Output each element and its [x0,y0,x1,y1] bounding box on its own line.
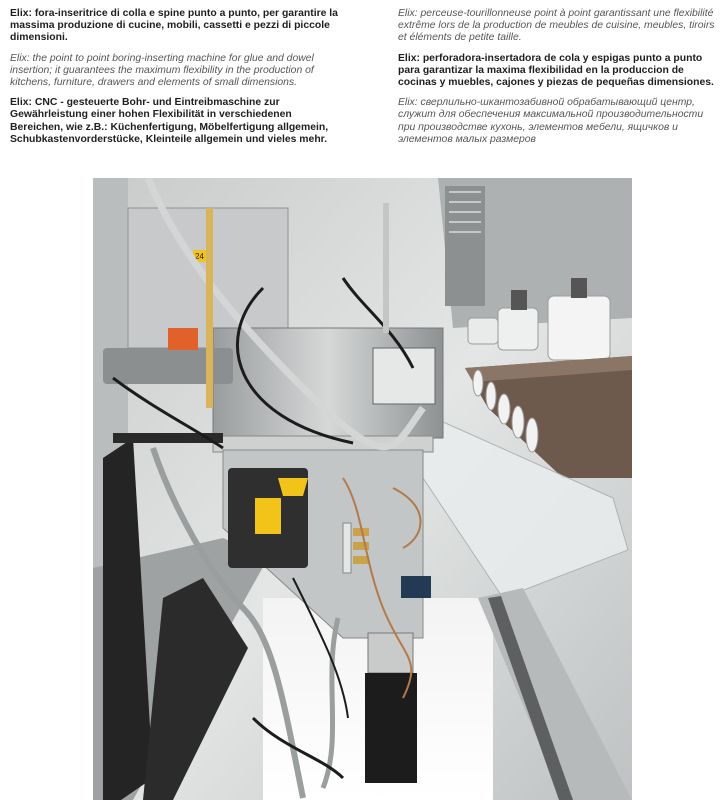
paragraph-french [398,8,716,45]
product-label: Elix: [398,97,418,109]
paragraph-spanish [398,53,716,90]
right-text-column [398,8,716,154]
description-text: сверлильно-шкантозабивной обрабатывающий центр, служит для обеспечения максимальной производительности при производстве кухонь, элементов мебели, ящичков и элементов малых размеров [398,97,704,145]
paragraph-german [10,97,340,146]
clamp-block [373,348,435,404]
product-label: Elix: [398,8,418,19]
warning-label [255,498,281,534]
blue-valve [401,576,431,598]
orange-valve [168,328,198,350]
steel-rod [383,203,389,333]
machine-illustration [93,178,632,800]
paragraph-english [10,53,340,90]
description-text: the point to point boring-inserting machine for glue and dowel insertion; it guarantees the maximum flexibility in the production of kitchens, furniture, drawers and elements of small dimensions. [10,52,314,89]
description-text: perforadora-insertadora de cola y espigas punto a punto para garantizar la maxima flexibilidad en la produccion de cocinas y muebles, cajones y piezas de pequeñas dimensiones. [398,52,714,89]
label-tag-text: 24 [195,252,204,261]
left-text-column [10,8,340,154]
product-label: Elix: [398,52,420,64]
product-label: Elix: [10,97,32,109]
reservoir-cap [278,478,308,496]
paragraph-italian [10,8,340,45]
description-text: CNC - gesteuerte Bohr- und Eintreibmaschine zur Gewährleistung einer hohen Flexibilität in verschiedenen Bereichen, wie z.B.: Küchenfertigung, Möbelfertigung allgemein, Schubkastenvorderstücke, Kleinteile allgemein und vieles mehr. [10,97,329,145]
description-text: perceuse-tourillonneuse point à point garantissant une flexibilité extrême lors de la production de meubles de cuisine, meubles, tiroirs et éléments de petite taille. [398,8,715,44]
description-text: fora-inseritrice di colla e spine punto a punto, per garantire la massima produzione di cucine, mobili, cassetti e pezzi di piccole dimensioni. [10,8,338,44]
paragraph-russian [398,97,716,146]
servo-motor [365,673,417,783]
brass-rod [206,208,213,408]
machine-photo [93,178,632,800]
product-label: Elix: [10,52,30,64]
product-label: Elix: [10,8,32,19]
beam-vents [445,186,485,306]
spindle-cylinder [103,348,233,384]
